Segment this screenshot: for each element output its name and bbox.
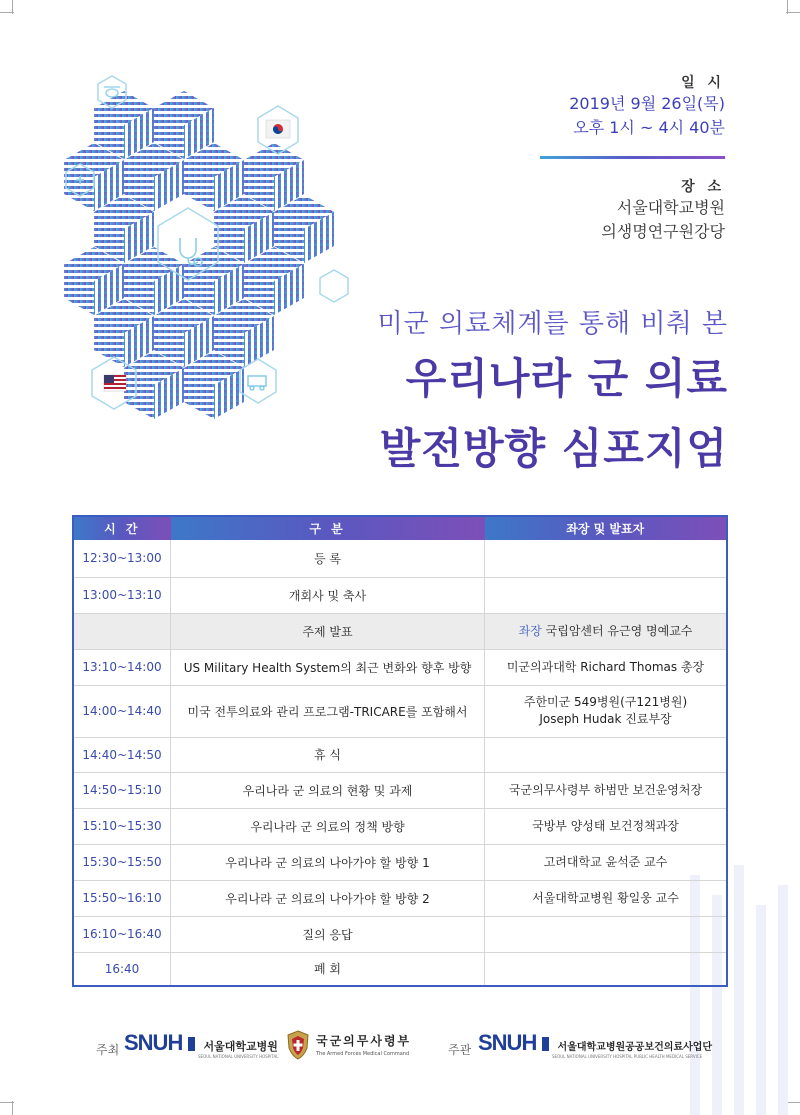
- title-line1: 우리나라 군 의료: [405, 354, 728, 403]
- header-time: 시 간: [73, 516, 171, 540]
- header-item: 구 분: [171, 516, 485, 540]
- snuh-logo-text: SNUH: [124, 1030, 183, 1055]
- row-speaker: 국군의무사령부 하범만 보건운영처장: [485, 772, 728, 808]
- row-time: 15:50~16:10: [73, 880, 171, 916]
- row-speaker: [485, 540, 728, 577]
- place-line2: 의생명연구원강당: [601, 222, 725, 241]
- host-label: 주최: [96, 1043, 120, 1057]
- organizer-label: 주관: [448, 1043, 472, 1057]
- row-item: 주제 발표: [171, 613, 485, 649]
- row-time: 14:00~14:40: [73, 685, 171, 737]
- hexagon-cube-illustration: [62, 48, 362, 488]
- date-label: 일 시: [681, 75, 725, 91]
- place-line1: 서울대학교병원: [616, 198, 725, 217]
- table-row: [73, 880, 727, 916]
- row-speaker: 국방부 양성태 보건정책과장: [485, 808, 728, 844]
- row-speaker: [485, 685, 728, 737]
- date-block: [569, 72, 725, 140]
- row-item: 폐 회: [171, 952, 485, 986]
- snuh2-logo-text: SNUH: [478, 1030, 537, 1055]
- snuh-logo: [124, 1030, 278, 1064]
- ambulance-icon: [248, 376, 266, 390]
- table-row: [73, 577, 727, 613]
- chair-label: 좌장: [518, 623, 542, 638]
- crop-mark: [0, 1102, 14, 1103]
- row-item: 개회사 및 축사: [171, 577, 485, 613]
- schedule-table: [72, 515, 728, 987]
- row-item: 등 록: [171, 540, 485, 577]
- place-label: 장 소: [681, 179, 725, 195]
- divider-line: [540, 156, 725, 159]
- row-speaker: 서울대학교병원 황일웅 교수: [485, 880, 728, 916]
- row-item: 우리나라 군 의료의 정책 방향: [171, 808, 485, 844]
- row-item: US Military Health System의 최근 변화와 향후 방향: [171, 649, 485, 685]
- date-text: 2019년 9월 26일(목): [569, 94, 725, 113]
- us-flag-icon: [104, 375, 126, 391]
- row-speaker: [485, 916, 728, 952]
- row-time: 14:40~14:50: [73, 737, 171, 772]
- table-header-row: [73, 516, 727, 540]
- table-row: [73, 685, 727, 737]
- row-time: 15:30~15:50: [73, 844, 171, 880]
- snuh2-en: SEOUL NATIONAL UNIVERSITY HOSPITAL PUBLIC HEALTH MEDICAL SERVICE: [552, 1054, 703, 1059]
- row-time: 13:00~13:10: [73, 577, 171, 613]
- row-item: 휴 식: [171, 737, 485, 772]
- title-line2: 발전방향 심포지엄: [379, 424, 728, 473]
- row-speaker: [485, 577, 728, 613]
- snuh2-emblem-icon: [542, 1037, 549, 1051]
- helicopter-icon: [104, 87, 120, 97]
- table-row: [73, 613, 727, 649]
- speaker-line1: 주한미군 549병원(구121병원): [523, 695, 688, 709]
- row-item: 질의 응답: [171, 916, 485, 952]
- table-row: [73, 540, 727, 577]
- afmc-en: The Armed Forces Medical Command: [316, 1051, 410, 1057]
- row-speaker: 미군의과대학 Richard Thomas 총장: [485, 649, 728, 685]
- row-time: 12:30~13:00: [73, 540, 171, 577]
- row-speaker: [485, 952, 728, 986]
- snuh-emblem-icon: [188, 1037, 195, 1051]
- row-time: 15:10~15:30: [73, 808, 171, 844]
- header-speaker: 좌장 및 발표자: [485, 516, 728, 540]
- snuh-en: SEOUL NATIONAL UNIVERSITY HOSPITAL: [198, 1054, 279, 1059]
- crop-mark: [12, 1101, 13, 1115]
- hex-outline: [320, 270, 348, 302]
- snuh2-name: 서울대학교병원공공보건의료사업단: [557, 1042, 713, 1053]
- table-row: [73, 952, 727, 986]
- korea-flag-icon: [266, 120, 290, 138]
- row-time: 16:40: [104, 961, 140, 976]
- table-row: [73, 649, 727, 685]
- speaker-line2: Joseph Hudak 진료부장: [539, 712, 672, 726]
- row-item: 우리나라 군 의료의 나아가야 할 방향 2: [171, 880, 485, 916]
- crop-mark: [0, 12, 14, 13]
- row-item: 우리나라 군 의료의 현황 및 과제: [171, 772, 485, 808]
- row-time: [73, 613, 171, 649]
- afmc-name: 국군의무사령부: [316, 1034, 412, 1048]
- row-time: 13:10~14:00: [73, 649, 171, 685]
- row-speaker: 고려대학교 윤석준 교수: [485, 844, 728, 880]
- row-speaker: [485, 613, 728, 649]
- row-time: 14:50~15:10: [73, 772, 171, 808]
- table-row: [73, 808, 727, 844]
- row-time: 16:10~16:40: [73, 916, 171, 952]
- time-text: 오후 1시 ~ 4시 40분: [573, 118, 725, 137]
- row-speaker: [485, 737, 728, 772]
- subtitle: 미군 의료체계를 통해 비춰 본: [377, 309, 728, 339]
- place-block: [601, 176, 725, 244]
- table-row: [73, 844, 727, 880]
- table-row: [73, 772, 727, 808]
- table-row: [73, 916, 727, 952]
- table-row: [73, 737, 727, 772]
- snuh2-logo: [478, 1030, 712, 1064]
- crop-mark: [786, 12, 800, 13]
- row-item: 우리나라 군 의료의 나아가야 할 방향 1: [171, 844, 485, 880]
- afmc-emblem-icon: [286, 1030, 310, 1060]
- snuh-name: 서울대학교병원: [203, 1040, 278, 1053]
- row-item: 미국 전투의료와 관리 프로그램-TRICARE를 포함해서: [171, 685, 485, 737]
- chair-name: 국립암센터 유근영 명예교수: [545, 623, 693, 638]
